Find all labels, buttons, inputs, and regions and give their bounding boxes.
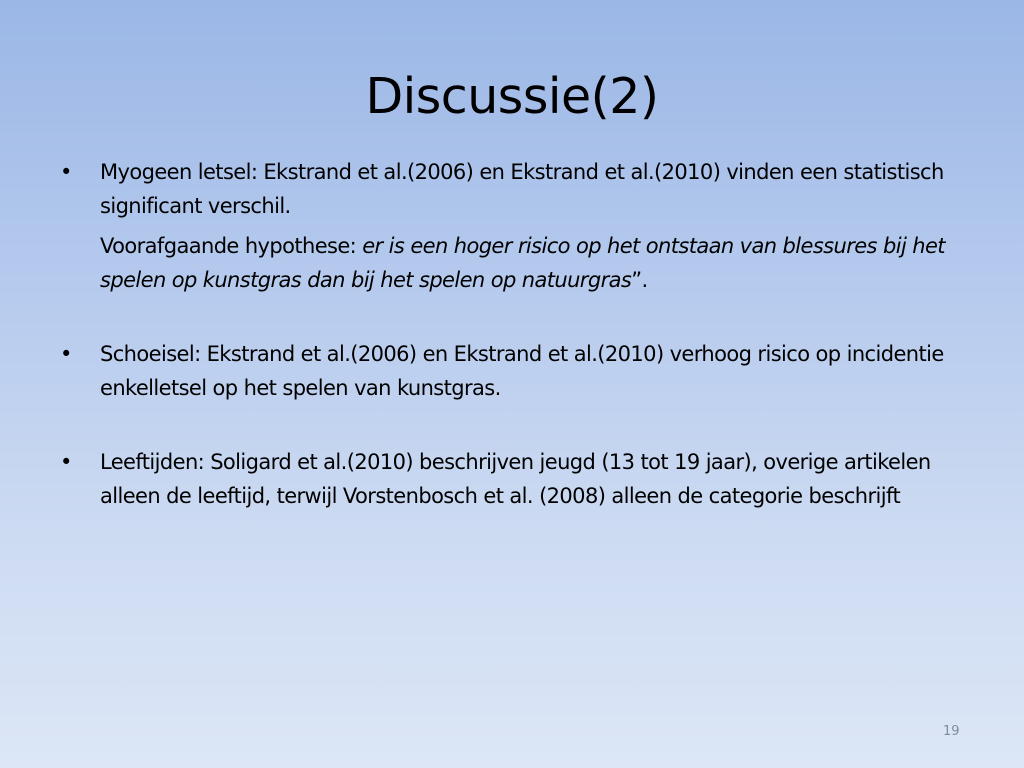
bullet-item-leeftijden (60, 445, 965, 513)
hypothesis-prefix: Voorafgaande hypothese: (100, 234, 363, 258)
bullet-text: Schoeisel: Ekstrand et al.(2006) en Ekstrand et al.(2010) verhoog risico op incidentie enkelletsel op het spelen van kunstgras. (100, 342, 944, 400)
hypothesis-italic-text: er is een hoger risico op het ontstaan van blessures bij het spelen op kunstgras dan bij het spelen op natuurgras (100, 234, 945, 292)
hypothesis-suffix: ”. (631, 268, 648, 292)
bullet-text: Leeftijden: Soligard et al.(2010) beschrijven jeugd (13 tot 19 jaar), overige artikelen alleen de leeftijd, terwijl Vorstenbosch et al. (2008) alleen de categorie beschrijft (100, 450, 931, 508)
bullet-marker: • (60, 450, 72, 474)
hypothesis-paragraph (60, 229, 965, 297)
bullet-item-myogeen (60, 155, 965, 223)
bullet-marker: • (60, 160, 72, 184)
bullet-item-schoeisel (60, 337, 965, 405)
slide-content (60, 155, 965, 513)
bullet-text: Myogeen letsel: Ekstrand et al.(2006) en Ekstrand et al.(2010) vinden een statistisch significant verschil. (100, 160, 944, 218)
bullet-marker: • (60, 342, 72, 366)
slide-title: Discussie(2) (365, 68, 659, 125)
slide-number: 19 (943, 724, 960, 739)
